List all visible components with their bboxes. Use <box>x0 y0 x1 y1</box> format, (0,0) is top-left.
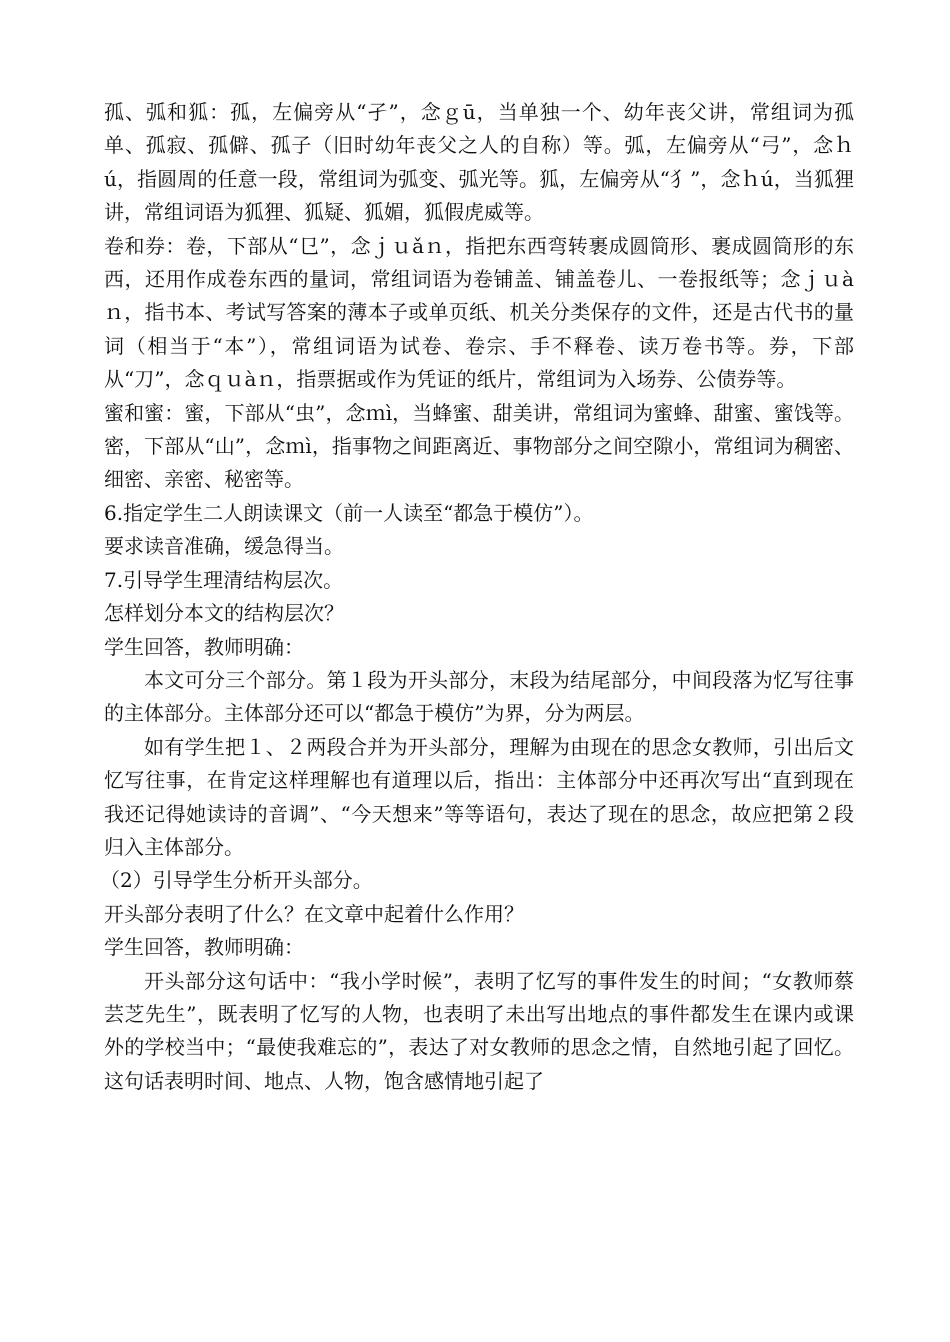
step-2-heading: （2）引导学生分析开头部分。 <box>100 868 373 893</box>
structure-answer: 本文可分三个部分。第１段为开头部分，末段为结尾部分，中间段落为忆写往事的主体部分。主体部分还可以“都急于模仿”为界，分为两层。 <box>104 667 854 726</box>
structure-alternative: 如有学生把１、２两段合并为开头部分，理解为由现在的思念女教师，引出后文忆写往事，在肯定这样理解也有道理以后，指出：主体部分中还再次写出“直到现在我还记得她读诗的音调”、“今天想来”等等语句，表达了现在的思念，故应把第２段归入主体部分。 <box>104 734 854 859</box>
opening-question: 开头部分表明了什么？在文章中起着什么作用？ <box>104 901 524 926</box>
paragraph-mi-mi: 蜜和蜜：蜜，下部从“虫”，念ｍì，当蜂蜜、甜美讲，常组词为蜜蜂、甜蜜、蜜饯等。密，下部从“山”，念ｍì，指事物之间距离近、事物部分之间空隙小，常组词为稠密、细密、亲密、秘密等。 <box>104 400 854 492</box>
paragraph-juan-quan: 卷和券：卷，下部从“㔾”，念ｊｕǎｎ，指把东西弯转裹成圆筒形、裹成圆筒形的东西，还用作成卷东西的量词，常组词语为卷铺盖、铺盖卷儿、一卷报纸等；念ｊｕàｎ，指书本、考试写答案的薄本子或单页纸、机关分类保存的文件，还是古代书的量词（相当于“本”），常组词语为试卷、卷宗、手不释卷、读万卷书等。券，下部从“刀”，念ｑｕàｎ，指票据或作为凭证的纸片，常组词为入场券、公债券等。 <box>104 233 854 392</box>
structure-question: 怎样划分本文的结构层次？ <box>104 601 344 626</box>
opening-analysis: 开头部分这句话中：“我小学时候”，表明了忆写的事件发生的时间；“女教师蔡芸芝先生”，既表明了忆写的人物，也表明了未出写出地点的事件都发生在课内或课外的学校当中；“最使我难忘的”，表达了对女教师的思念之情，自然地引起了回忆。这句话表明时间、地点、人物，饱含感情地引起了 <box>104 968 854 1093</box>
answer-lead-2: 学生回答，教师明确： <box>104 935 304 960</box>
document-page <box>100 96 854 1098</box>
step-7-heading: 7.引导学生理清结构层次。 <box>104 567 344 592</box>
answer-lead-1: 学生回答，教师明确： <box>104 634 304 659</box>
step-6-heading: 6.指定学生二人朗读课文（前一人读至“都急于模仿”）。 <box>104 500 594 525</box>
reading-requirement: 要求读音准确，缓急得当。 <box>104 534 344 559</box>
paragraph-gu-hu-hu: 孤、弧和狐：孤，左偏旁从“孑”，念ｇū，当单独一个、幼年丧父讲，常组词为孤单、孤寂、孤僻、孤子（旧时幼年丧父之人的自称）等。弧，左偏旁从“弓”，念ｈú，指圆周的任意一段，常组词为弧变、弧光等。狐，左偏旁从“犭”，念ｈú，当狐狸讲，常组词语为狐狸、狐疑、狐媚，狐假虎威等。 <box>104 100 854 225</box>
